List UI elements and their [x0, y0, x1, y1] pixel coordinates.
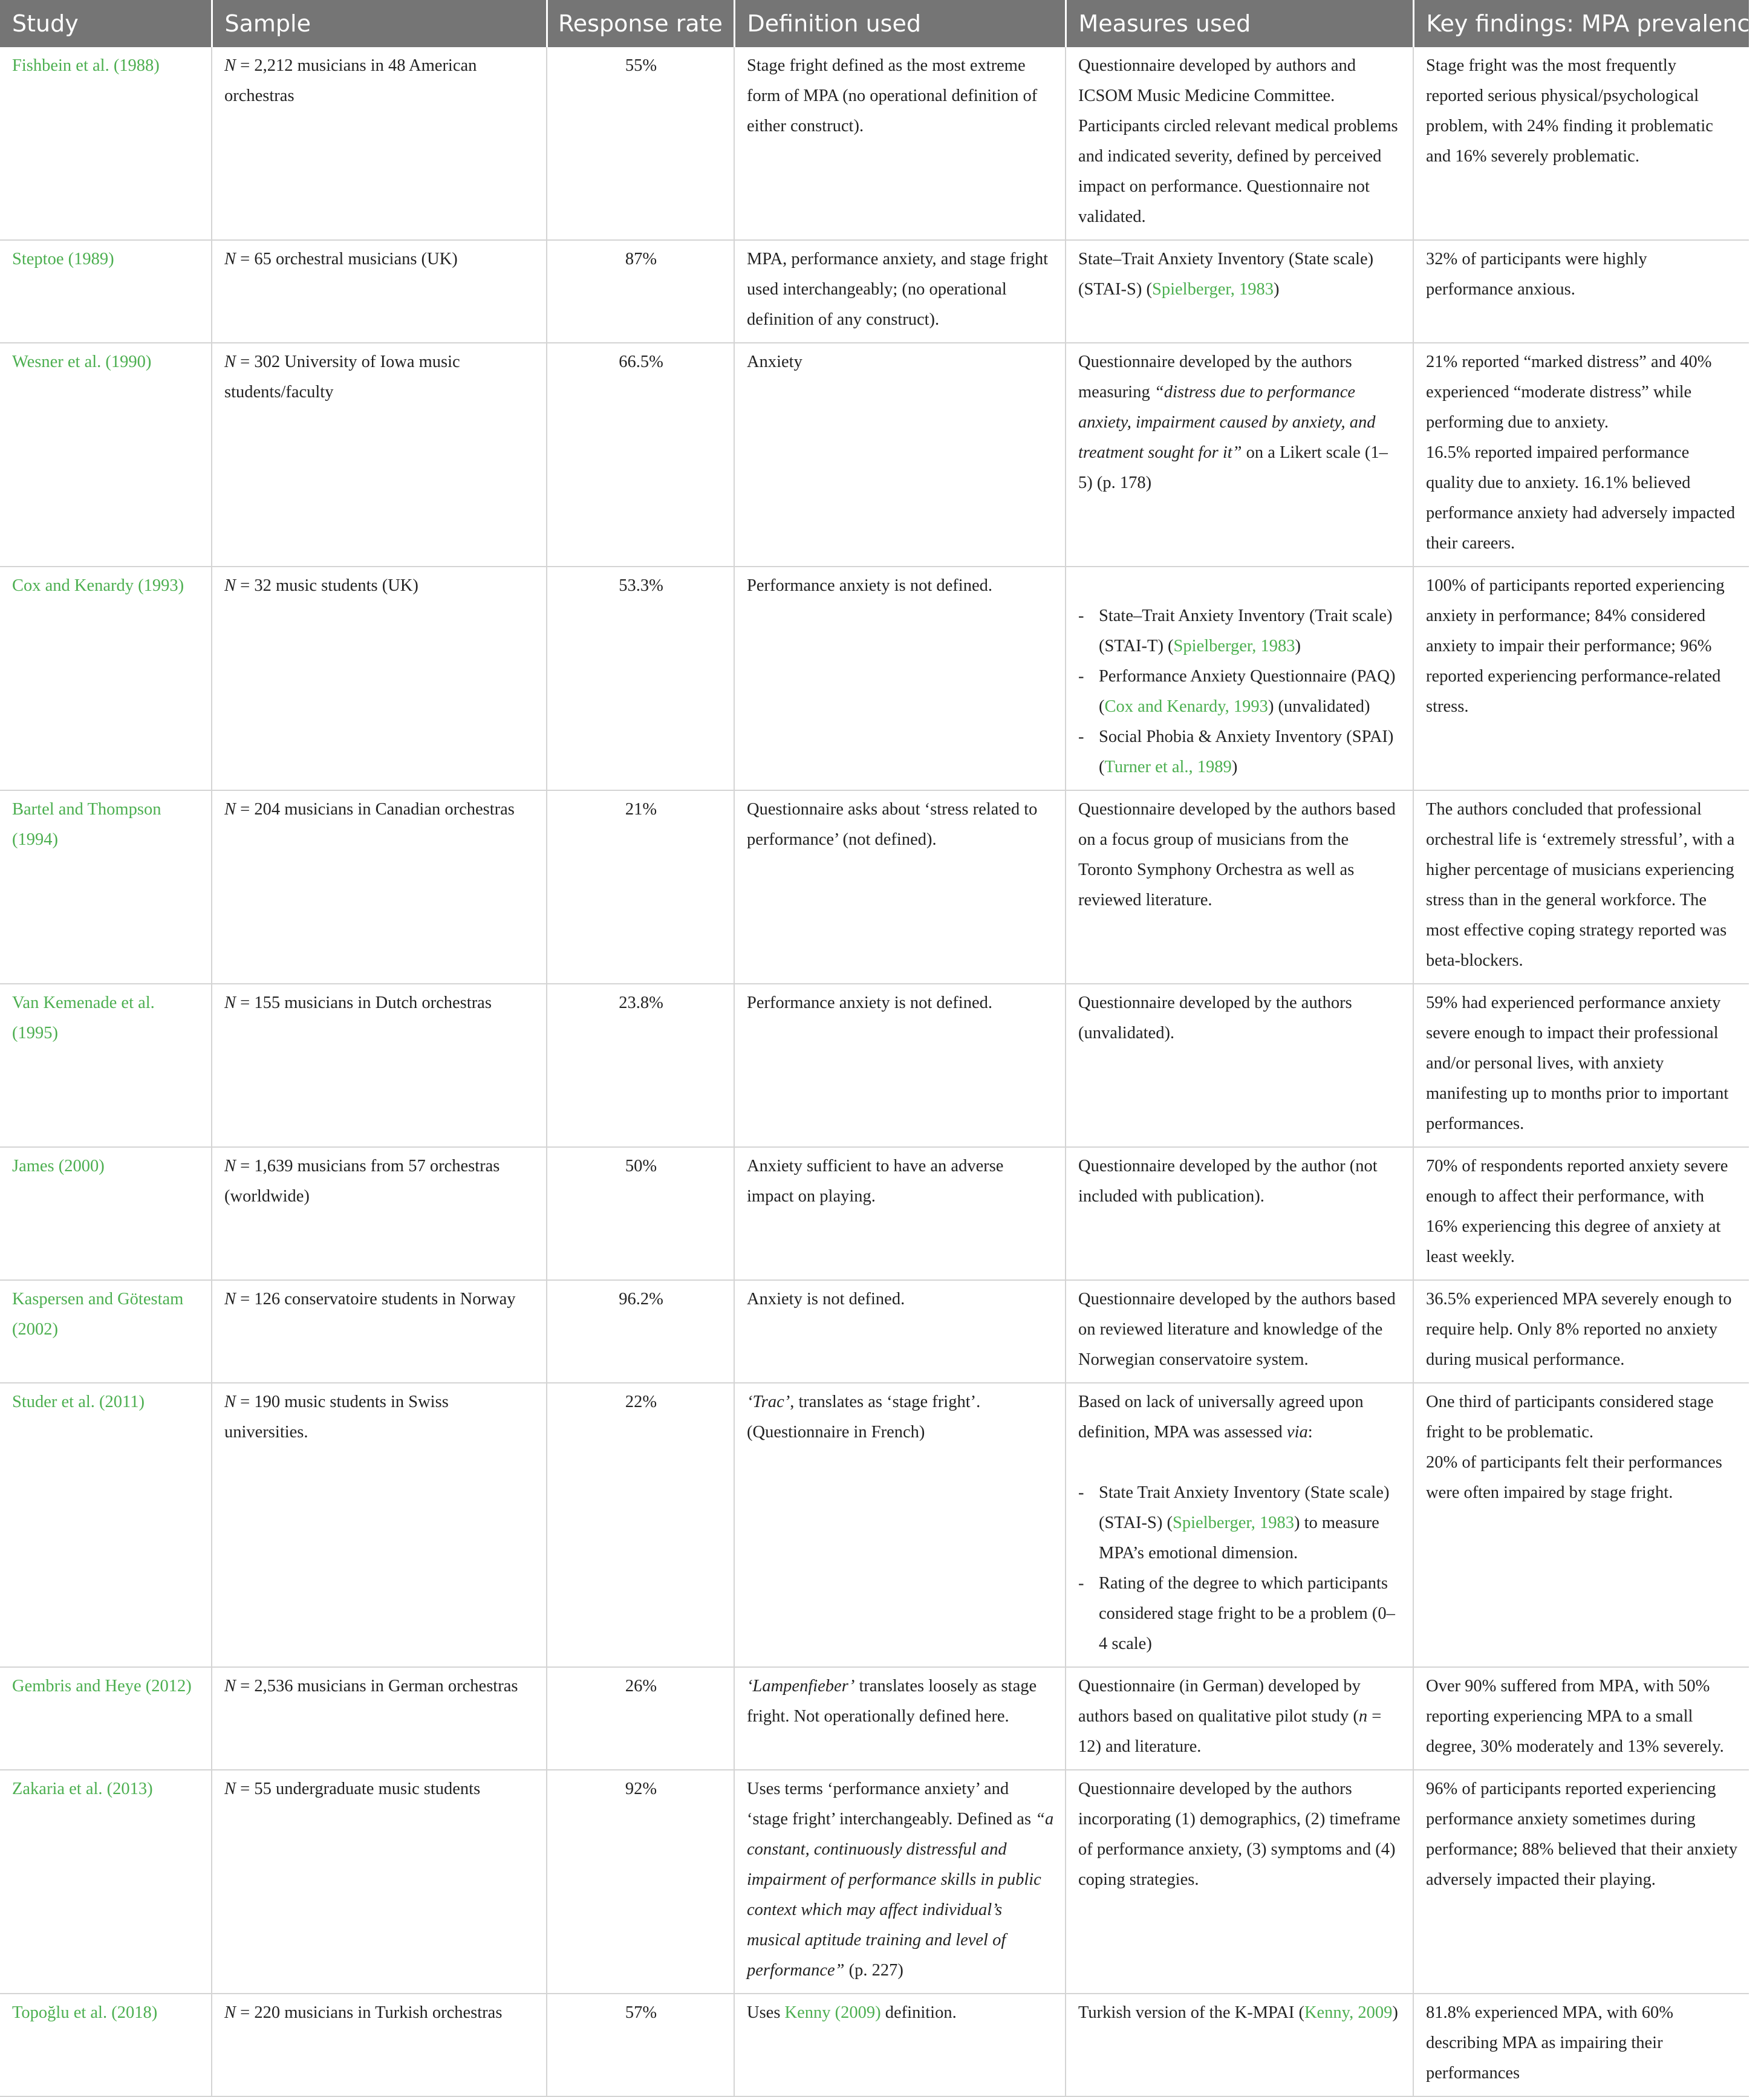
cell-definition [734, 1667, 1066, 1770]
cell-measures: Questionnaire developed by the authors based on reviewed literature and knowledge of the Norwegian conservatoire system. [1066, 1280, 1413, 1383]
cell-definition: MPA, performance anxiety, and stage fright used interchangeably; (no operational definition of any construct). [734, 240, 1066, 343]
measures-text: ) [1392, 2003, 1398, 2022]
measures-italic: via [1286, 1423, 1308, 1442]
cell-study [0, 1383, 212, 1667]
cell-rate: 96.2% [547, 1280, 734, 1383]
definition-text: Uses [747, 2003, 785, 2022]
n-symbol: N [224, 353, 236, 371]
list-item [1078, 1478, 1402, 1569]
n-symbol: N [224, 2003, 236, 2022]
table-row [0, 240, 1749, 343]
cell-definition [734, 1770, 1066, 1994]
finding-paragraph: One third of participants considered stage fright to be problematic. [1426, 1393, 1714, 1442]
cell-measures [1066, 1667, 1413, 1770]
study-link[interactable]: Cox and Kenardy (1993) [12, 576, 184, 595]
n-symbol: N [224, 56, 236, 75]
table-row [0, 567, 1749, 790]
study-link[interactable]: Fishbein et al. (1988) [12, 56, 160, 75]
cell-measures: Questionnaire developed by the authors (unvalidated). [1066, 984, 1413, 1147]
table-row [0, 1147, 1749, 1280]
sample-text: = 190 music students in Swiss universities. [224, 1393, 449, 1442]
definition-quote: “a constant, continuously distressful and impairment of performance skills in public context which may affect individual’s musical aptitude training and level of performance” [747, 1810, 1054, 1980]
table-row [0, 1383, 1749, 1667]
table-row [0, 1667, 1749, 1770]
definition-text: definition. [880, 2003, 957, 2022]
measures-text: Questionnaire (in German) developed by authors based on qualitative pilot study ( [1078, 1677, 1361, 1726]
col-header-definition[interactable]: Definition used [734, 0, 1066, 47]
cell-study [0, 343, 212, 567]
cell-study [0, 1770, 212, 1994]
measures-text: Based on lack of universally agreed upon definition, MPA was assessed [1078, 1393, 1364, 1442]
measures-text: Turkish version of the K-MPAI ( [1078, 2003, 1304, 2022]
cell-study [0, 1994, 212, 2096]
cell-sample [212, 240, 547, 343]
measures-text: : [1307, 1423, 1313, 1442]
cell-measures [1066, 1994, 1413, 2096]
n-symbol: N [224, 1780, 236, 1798]
measures-text: on a Likert scale (1–5) (p. 178) [1078, 443, 1388, 492]
cell-study [0, 240, 212, 343]
col-header-sample[interactable]: Sample [212, 0, 547, 47]
study-link[interactable]: Zakaria et al. (2013) [12, 1780, 153, 1798]
cell-sample [212, 1383, 547, 1667]
n-symbol: N [224, 800, 236, 819]
cell-rate: 22% [547, 1383, 734, 1667]
list-item [1078, 662, 1402, 722]
cell-sample [212, 567, 547, 790]
measures-text: ) to measure MPA’s emotional dimension. [1099, 1513, 1379, 1562]
study-link[interactable]: Bartel and Thompson (1994) [12, 800, 161, 849]
sample-text: = 204 musicians in Canadian orchestras [236, 800, 515, 819]
measures-text: ) [1231, 758, 1238, 776]
cell-measures [1066, 567, 1413, 790]
definition-term: ‘Lampenfieber’ [747, 1677, 855, 1695]
cell-definition: Anxiety is not defined. [734, 1280, 1066, 1383]
measures-text: ) [1273, 280, 1280, 299]
cell-sample [212, 47, 547, 240]
cell-rate: 53.3% [547, 567, 734, 790]
cell-measures: Questionnaire developed by authors and ICSOM Music Medicine Committee. Participants circled relevant medical problems and indicated severity, defined by perceived impact on performance. Questionnaire not validated. [1066, 47, 1413, 240]
definition-text: Uses terms ‘performance anxiety’ and ‘stage fright’ interchangeably. Defined as [747, 1780, 1036, 1829]
cell-findings [1413, 1383, 1749, 1667]
table-row [0, 343, 1749, 567]
measures-intro [1078, 1387, 1402, 1448]
citation-link[interactable]: Spielberger, 1983 [1173, 637, 1295, 655]
measures-list [1078, 1478, 1402, 1659]
study-link[interactable]: Van Kemenade et al. (1995) [12, 993, 155, 1042]
measures-text: Performance Anxiety Questionnaire (PAQ) ( [1099, 667, 1396, 716]
n-symbol: N [224, 576, 236, 595]
cell-study [0, 1667, 212, 1770]
citation-link[interactable]: Spielberger, 1983 [1152, 280, 1274, 299]
table-row [0, 1994, 1749, 2096]
col-header-findings[interactable]: Key findings: MPA prevalence [1413, 0, 1749, 47]
citation-link[interactable]: Kenny, 2009 [1304, 2003, 1393, 2022]
measures-text: State Trait Anxiety Inventory (State scale) (STAI-S) ( [1099, 1483, 1390, 1532]
cell-definition: Performance anxiety is not defined. [734, 567, 1066, 790]
cell-definition: Anxiety [734, 343, 1066, 567]
cell-measures [1066, 343, 1413, 567]
col-header-measures[interactable]: Measures used [1066, 0, 1413, 47]
n-symbol: N [224, 1393, 236, 1411]
cell-sample [212, 1994, 547, 2096]
cell-findings: 70% of respondents reported anxiety severe enough to affect their performance, with 16% experiencing this degree of anxiety at least weekly. [1413, 1147, 1749, 1280]
spacer [1078, 1448, 1402, 1478]
sample-text: = 65 orchestral musicians (UK) [236, 250, 458, 268]
finding-paragraph: 21% reported “marked distress” and 40% experienced “moderate distress” while performing due to anxiety. [1426, 353, 1712, 432]
n-symbol: n [1358, 1707, 1368, 1726]
sample-text: = 126 conservatoire students in Norway [236, 1290, 516, 1309]
cell-rate: 92% [547, 1770, 734, 1994]
study-link[interactable]: Kaspersen and Götestam (2002) [12, 1290, 184, 1339]
study-link[interactable]: Studer et al. (2011) [12, 1393, 145, 1411]
cell-study [0, 47, 212, 240]
study-link[interactable]: James (2000) [12, 1157, 105, 1175]
cell-measures: Questionnaire developed by the author (not included with publication). [1066, 1147, 1413, 1280]
measures-text: ) (unvalidated) [1268, 697, 1370, 716]
n-symbol: N [224, 1677, 236, 1695]
measures-quote: “distress due to performance anxiety, impairment caused by anxiety, and treatment sought for it” [1078, 383, 1376, 462]
citation-link[interactable]: Spielberger, 1983 [1173, 1513, 1294, 1532]
sample-text: = 1,639 musicians from 57 orchestras (worldwide) [224, 1157, 500, 1206]
cell-study [0, 1147, 212, 1280]
n-symbol: N [224, 1290, 236, 1309]
cell-study [0, 1280, 212, 1383]
list-item: - Rating of the degree to which participants considered stage fright to be a problem (0–4 scale) [1078, 1569, 1402, 1659]
measures-list [1078, 601, 1402, 782]
cell-study [0, 567, 212, 790]
cell-rate: 23.8% [547, 984, 734, 1147]
cell-sample [212, 984, 547, 1147]
cell-rate: 66.5% [547, 343, 734, 567]
citation-link[interactable]: Cox and Kenardy, 1993 [1104, 697, 1268, 716]
cell-measures: Questionnaire developed by the authors incorporating (1) demographics, (2) timeframe of performance anxiety, (3) symptoms and (4) coping strategies. [1066, 1770, 1413, 1994]
study-link[interactable]: Steptoe (1989) [12, 250, 114, 268]
cell-sample [212, 1147, 547, 1280]
cell-findings: 32% of participants were highly performance anxious. [1413, 240, 1749, 343]
sample-text: = 2,536 musicians in German orchestras [236, 1677, 518, 1695]
table-row [0, 1770, 1749, 1994]
cell-definition [734, 1994, 1066, 2096]
cell-findings: 36.5% experienced MPA severely enough to require help. Only 8% reported no anxiety during musical performance. [1413, 1280, 1749, 1383]
finding-paragraph: 16.5% reported impaired performance quality due to anxiety. 16.1% believed performance anxiety had adversely impacted their careers. [1426, 443, 1736, 553]
finding-paragraph: 20% of participants felt their performances were often impaired by stage fright. [1426, 1453, 1722, 1502]
list-item [1078, 722, 1402, 782]
study-link[interactable]: Topoğlu et al. (2018) [12, 2003, 158, 2022]
n-symbol: N [224, 993, 236, 1012]
cell-findings: 81.8% experienced MPA, with 60% describing MPA as impairing their performances [1413, 1994, 1749, 2096]
cell-sample [212, 1667, 547, 1770]
col-header-response-rate[interactable]: Response rate [547, 0, 734, 47]
cell-study [0, 790, 212, 984]
cell-rate: 21% [547, 790, 734, 984]
cell-findings: The authors concluded that professional orchestral life is ‘extremely stressful’, with a higher percentage of musicians experiencing stress than in the general workforce. The most effective coping strategy reported was beta-blockers. [1413, 790, 1749, 984]
cell-definition: Anxiety sufficient to have an adverse impact on playing. [734, 1147, 1066, 1280]
measures-text: = 12) and literature. [1078, 1707, 1382, 1756]
measures-text: State–Trait Anxiety Inventory (State scale) (STAI-S) ( [1078, 250, 1374, 299]
sample-text: = 155 musicians in Dutch orchestras [236, 993, 492, 1012]
cell-findings: Over 90% suffered from MPA, with 50% reporting experiencing MPA to a small degree, 30% moderately and 13% severely. [1413, 1667, 1749, 1770]
cell-measures: Questionnaire developed by the authors based on a focus group of musicians from the Toronto Symphony Orchestra as well as reviewed literature. [1066, 790, 1413, 984]
cell-definition: Performance anxiety is not defined. [734, 984, 1066, 1147]
cell-measures [1066, 1383, 1413, 1667]
measures-text: ) [1295, 637, 1301, 655]
cell-findings: 100% of participants reported experiencing anxiety in performance; 84% considered anxiety to impair their performance; 96% reported experiencing performance-related stress. [1413, 567, 1749, 790]
cell-rate: 57% [547, 1994, 734, 2096]
measures-text: Questionnaire developed by the authors measuring [1078, 353, 1352, 402]
cell-sample [212, 343, 547, 567]
spacer [1078, 571, 1402, 601]
cell-findings: 96% of participants reported experiencing performance anxiety sometimes during performance; 88% believed that their anxiety adversely impacted their playing. [1413, 1770, 1749, 1994]
sample-text: = 220 musicians in Turkish orchestras [236, 2003, 503, 2022]
citation-link[interactable]: Turner et al., 1989 [1104, 758, 1232, 776]
cell-measures [1066, 240, 1413, 343]
header-row [0, 0, 1749, 47]
cell-sample [212, 1770, 547, 1994]
study-link[interactable]: Wesner et al. (1990) [12, 353, 152, 371]
cell-definition: Stage fright defined as the most extreme form of MPA (no operational definition of either construct). [734, 47, 1066, 240]
cell-findings [1413, 343, 1749, 567]
definition-text: translates loosely as stage fright. Not operationally defined here. [747, 1677, 1037, 1726]
definition-text: (p. 227) [844, 1961, 903, 1980]
cell-findings: Stage fright was the most frequently reported serious physical/psychological problem, with 24% finding it problematic and 16% severely problematic. [1413, 47, 1749, 240]
study-link[interactable]: Gembris and Heye (2012) [12, 1677, 192, 1695]
cell-findings: 59% had experienced performance anxiety severe enough to impact their professional and/or personal lives, with anxiety manifesting up to months prior to important performances. [1413, 984, 1749, 1147]
measures-text: State–Trait Anxiety Inventory (Trait scale) (STAI-T) ( [1099, 606, 1393, 655]
sample-text: = 55 undergraduate music students [236, 1780, 481, 1798]
col-header-study[interactable]: Study [0, 0, 212, 47]
cell-rate: 55% [547, 47, 734, 240]
cell-rate: 50% [547, 1147, 734, 1280]
table-row [0, 984, 1749, 1147]
n-symbol: N [224, 1157, 236, 1175]
cell-sample [212, 790, 547, 984]
n-symbol: N [224, 250, 236, 268]
table-row [0, 47, 1749, 240]
sample-text: = 32 music students (UK) [236, 576, 418, 595]
citation-link[interactable]: Kenny (2009) [784, 2003, 881, 2022]
definition-text: , translates as ‘stage fright’. (Questionnaire in French) [747, 1393, 981, 1442]
cell-rate: 87% [547, 240, 734, 343]
cell-sample [212, 1280, 547, 1383]
cell-rate: 26% [547, 1667, 734, 1770]
sample-text: = 302 University of Iowa music students/faculty [224, 353, 460, 402]
cell-study [0, 984, 212, 1147]
sample-text: = 2,212 musicians in 48 American orchestras [224, 56, 477, 105]
table-row [0, 1280, 1749, 1383]
table-row [0, 790, 1749, 984]
definition-term: ‘Trac’ [747, 1393, 790, 1411]
cell-definition [734, 1383, 1066, 1667]
measures-text: Social Phobia & Anxiety Inventory (SPAI) ( [1099, 727, 1394, 776]
list-item [1078, 601, 1402, 662]
cell-definition: Questionnaire asks about ‘stress related to performance’ (not defined). [734, 790, 1066, 984]
